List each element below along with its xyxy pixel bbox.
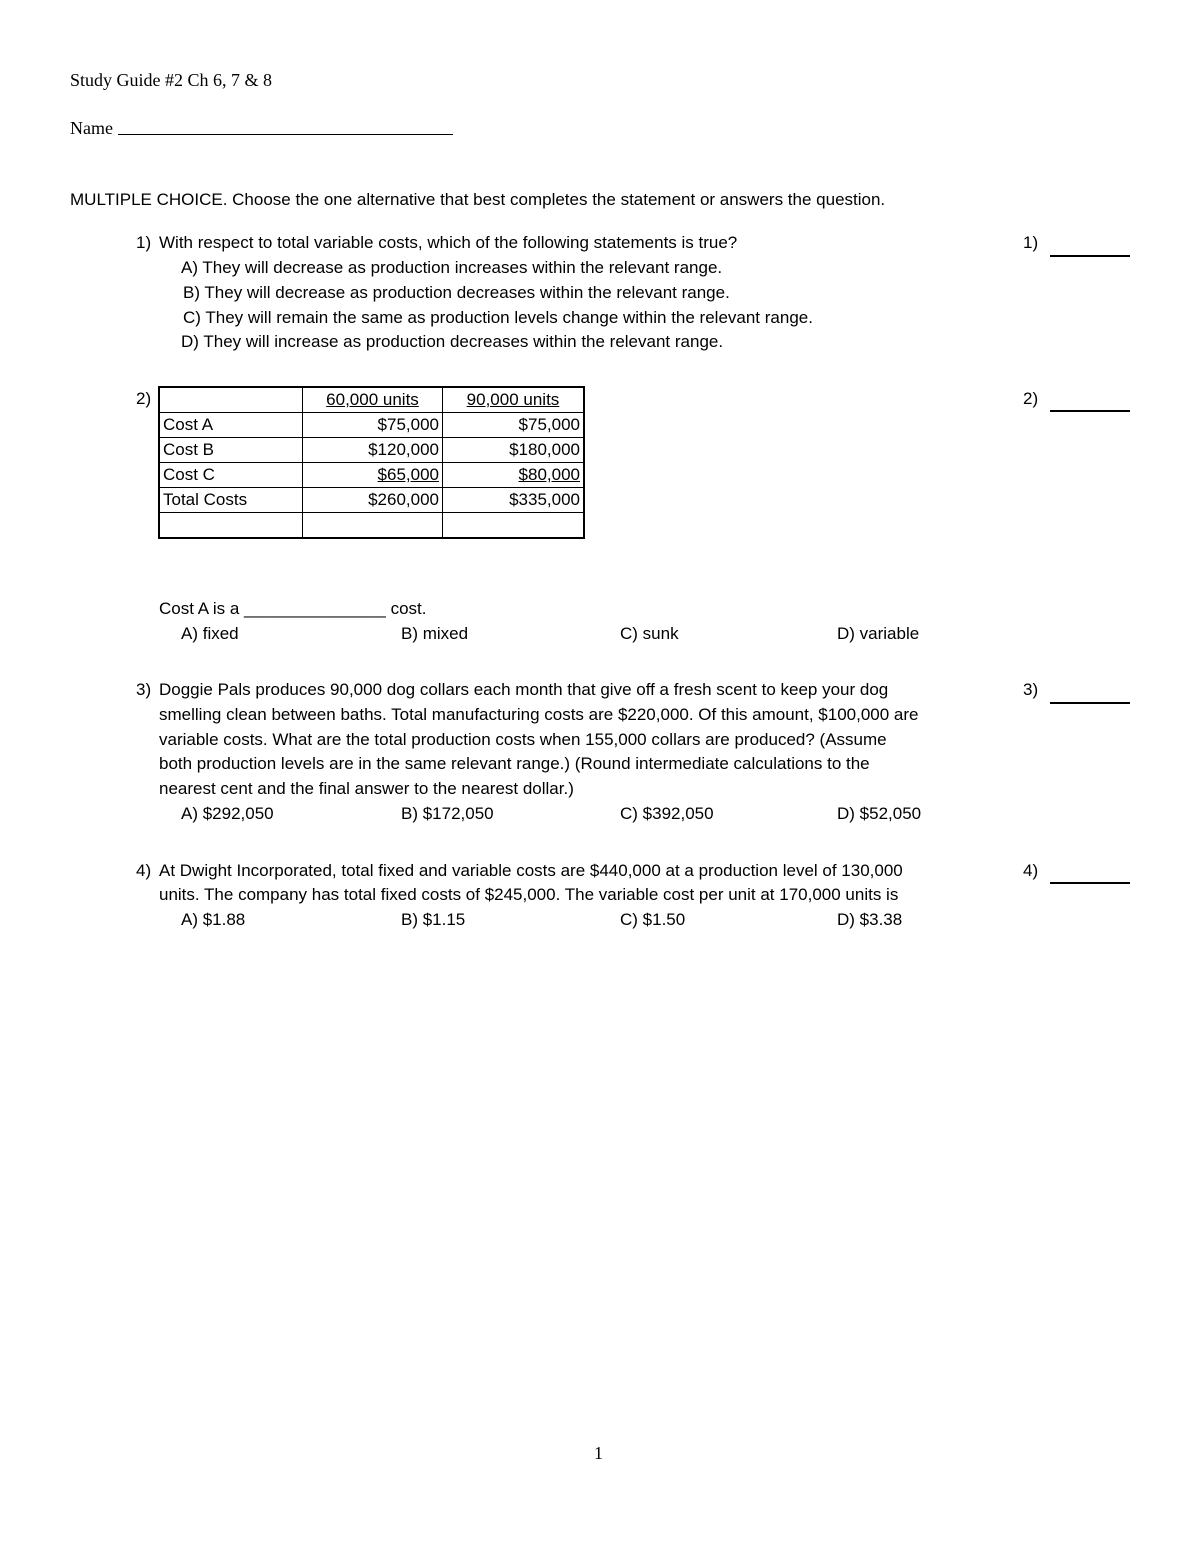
table-cell	[303, 513, 443, 539]
table-header-cell	[443, 387, 585, 413]
question-2-option-b[interactable]: B) mixed	[401, 624, 469, 643]
question-1-option-a[interactable]: A) They will decrease as production increases within the relevant range.	[181, 258, 723, 277]
answer-2-line[interactable]	[1050, 410, 1130, 412]
document-title: Study Guide #2 Ch 6, 7 & 8	[70, 70, 273, 90]
question-3-option-a[interactable]: A) $292,050	[181, 804, 274, 823]
header-60000-units: 60,000 units	[326, 390, 419, 409]
table-cell	[303, 463, 443, 488]
question-1-text: With respect to total variable costs, which of the following statements is true?	[159, 233, 738, 252]
question-3-text-line: nearest cent and the final answer to the nearest dollar.)	[159, 779, 574, 798]
table-cell: Cost A	[159, 413, 303, 438]
answer-1-number: 1)	[1023, 233, 1039, 252]
question-4-text-line: units. The company has total fixed costs of $245,000. The variable cost per unit at 170,000 units is	[159, 885, 899, 904]
question-3-option-b[interactable]: B) $172,050	[401, 804, 494, 823]
instructions: MULTIPLE CHOICE. Choose the one alternative that best completes the statement or answers the question.	[70, 190, 886, 209]
question-4-number: 4)	[136, 861, 152, 880]
question-3-text-line: variable costs. What are the total production costs when 155,000 collars are produced? (Assume	[159, 730, 887, 749]
table-row	[159, 513, 584, 539]
question-3-text-line: both production levels are in the same relevant range.) (Round intermediate calculations to the	[159, 754, 870, 773]
question-3-option-c[interactable]: C) $392,050	[620, 804, 714, 823]
table-row	[159, 413, 584, 438]
table-cell	[443, 513, 585, 539]
table-row	[159, 438, 584, 463]
cost-table	[158, 386, 585, 539]
question-4-option-d[interactable]: D) $3.38	[837, 910, 903, 929]
question-3-text-line: smelling clean between baths. Total manufacturing costs are $220,000. Of this amount, $100,000 are	[159, 705, 919, 724]
answer-4-number: 4)	[1023, 861, 1039, 880]
question-1-option-c[interactable]: C) They will remain the same as production levels change within the relevant range.	[183, 308, 813, 327]
table-cell: $75,000	[303, 413, 443, 438]
question-1-number: 1)	[136, 233, 152, 252]
question-4-option-b[interactable]: B) $1.15	[401, 910, 466, 929]
question-1-option-b[interactable]: B) They will decrease as production decreases within the relevant range.	[183, 283, 730, 302]
table-cell	[443, 463, 585, 488]
answer-2-number: 2)	[1023, 389, 1039, 408]
table-row	[159, 488, 584, 513]
question-4-text-line: At Dwight Incorporated, total fixed and variable costs are $440,000 at a production level of 130,000	[159, 861, 903, 880]
header-90000-units: 90,000 units	[466, 390, 560, 409]
table-cell	[159, 513, 303, 539]
table-cell: Cost C	[159, 463, 303, 488]
question-2-option-a[interactable]: A) fixed	[181, 624, 239, 643]
question-3-text-line: Doggie Pals produces 90,000 dog collars each month that give off a fresh scent to keep your dog	[159, 680, 889, 699]
table-cell-value: $65,000	[377, 465, 439, 484]
question-3-option-d[interactable]: D) $52,050	[837, 804, 922, 823]
table-header-cell	[303, 387, 443, 413]
page-number: 1	[594, 1443, 603, 1463]
table-row	[159, 463, 584, 488]
table-cell: $120,000	[303, 438, 443, 463]
table-cell: $260,000	[303, 488, 443, 513]
question-2-number: 2)	[136, 389, 152, 408]
table-cell: $180,000	[443, 438, 585, 463]
question-2-option-d[interactable]: D) variable	[837, 624, 920, 643]
answer-4-line[interactable]	[1050, 882, 1130, 884]
question-3-number: 3)	[136, 680, 152, 699]
table-cell-value: $80,000	[518, 465, 580, 484]
table-header-row	[159, 387, 584, 413]
table-cell: Cost B	[159, 438, 303, 463]
table-cell: $335,000	[443, 488, 585, 513]
question-2-text: Cost A is a _______________ cost.	[159, 599, 427, 618]
name-field[interactable]	[118, 134, 453, 135]
name-label	[70, 118, 113, 139]
question-1-option-d[interactable]: D) They will increase as production decreases within the relevant range.	[181, 332, 724, 351]
name-label-text: Name	[70, 118, 113, 138]
question-4-option-a[interactable]: A) $1.88	[181, 910, 246, 929]
answer-3-number: 3)	[1023, 680, 1039, 699]
question-4-option-c[interactable]: C) $1.50	[620, 910, 686, 929]
answer-1-line[interactable]	[1050, 255, 1130, 257]
question-2-option-c[interactable]: C) sunk	[620, 624, 679, 643]
table-cell: Total Costs	[159, 488, 303, 513]
table-header-cell	[159, 387, 303, 413]
table-cell: $75,000	[443, 413, 585, 438]
answer-3-line[interactable]	[1050, 702, 1130, 704]
